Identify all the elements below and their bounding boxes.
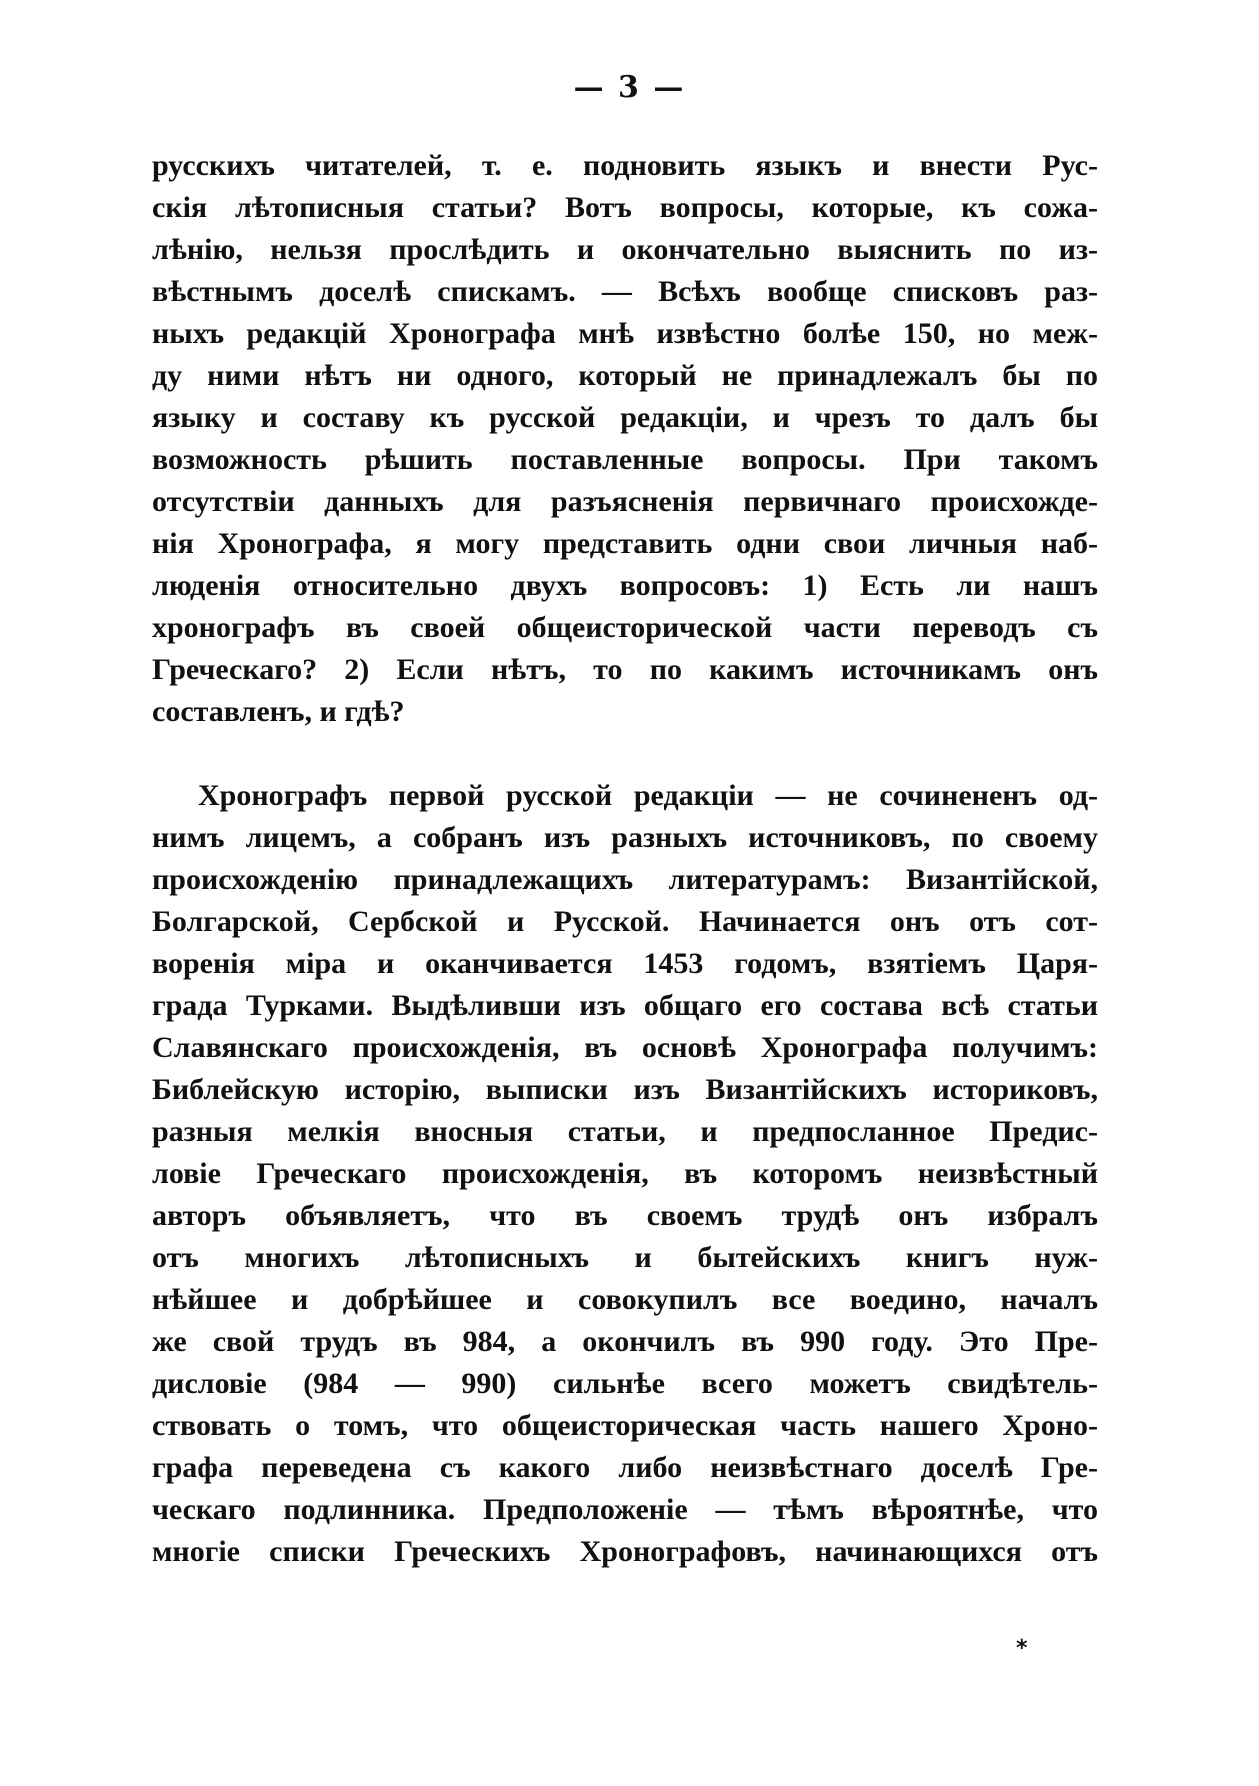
text-line: многіе списки Греческихъ Хронографовъ, начинающихся отъ bbox=[152, 1535, 1098, 1568]
paragraph-1 bbox=[152, 145, 1098, 733]
text-line: отсутствіи данныхъ для разъясненія первичнаго происхожде- bbox=[152, 485, 1098, 518]
text-line: Греческаго? 2) Если нѣтъ, то по какимъ источникамъ онъ bbox=[152, 653, 1098, 686]
text-line: Библейскую исторію, выписки изъ Византійскихъ историковъ, bbox=[152, 1073, 1098, 1106]
text-line: Болгарской, Сербской и Русской. Начинается онъ отъ сот- bbox=[152, 905, 1098, 938]
text-line: нѣйшее и добрѣйшее и совокупилъ все воедино, началъ bbox=[152, 1283, 1098, 1316]
text-line: люденія относительно двухъ вопросовъ: 1) Есть ли нашъ bbox=[152, 569, 1098, 602]
text-line: же свой трудъ въ 984, а окончилъ въ 990 году. Это Пре- bbox=[152, 1325, 1098, 1358]
text-line: ческаго подлинника. Предположеніе — тѣмъ вѣроятнѣе, что bbox=[152, 1493, 1098, 1526]
text-line: нія Хронографа, я могу представить одни свои личныя наб- bbox=[152, 527, 1098, 560]
text-line: авторъ объявляетъ, что въ своемъ трудѣ онъ избралъ bbox=[152, 1199, 1098, 1232]
text-line: ныхъ редакцій Хронографа мнѣ извѣстно болѣе 150, но меж- bbox=[152, 317, 1098, 350]
text-line: лѣнію, нельзя прослѣдить и окончательно выяснить по из- bbox=[152, 233, 1098, 266]
text-line: разныя мелкія вносныя статьи, и предпосланное Предис- bbox=[152, 1115, 1098, 1148]
text-line: составленъ, и гдѣ? bbox=[152, 695, 405, 728]
text-line: дисловіе (984 — 990) сильнѣе всего можетъ свидѣтель- bbox=[152, 1367, 1098, 1400]
text-line: происхожденію принадлежащихъ литературамъ: Византійской, bbox=[152, 863, 1098, 896]
text-line: хронографъ въ своей общеисторической части переводъ съ bbox=[152, 611, 1098, 644]
text-line: возможность рѣшить поставленные вопросы. При такомъ bbox=[152, 443, 1098, 476]
text-line: скія лѣтописныя статьи? Вотъ вопросы, которые, къ сожа- bbox=[152, 191, 1098, 224]
text-line: ствовать о томъ, что общеисторическая часть нашего Хроно- bbox=[152, 1409, 1098, 1442]
page-number: — 3 — bbox=[573, 70, 686, 105]
text-line: града Турками. Выдѣливши изъ общаго его состава всѣ статьи bbox=[152, 989, 1098, 1022]
text-line: Хронографъ первой русской редакціи — не сочинененъ од- bbox=[198, 779, 1098, 812]
printer-mark: * bbox=[1016, 1636, 1028, 1661]
text-line: графа переведена съ какого либо неизвѣстнаго доселѣ Гре- bbox=[152, 1451, 1098, 1484]
text-line: ду ними нѣтъ ни одного, который не принадлежалъ бы по bbox=[152, 359, 1098, 392]
text-line: вѣстнымъ доселѣ спискамъ. — Всѣхъ вообще списковъ раз- bbox=[152, 275, 1098, 308]
text-line: воренія міра и оканчивается 1453 годомъ, взятіемъ Царя- bbox=[152, 947, 1098, 980]
text-line: нимъ лицемъ, а собранъ изъ разныхъ источниковъ, по своему bbox=[152, 821, 1098, 854]
text-line: отъ многихъ лѣтописныхъ и бытейскихъ книгъ нуж- bbox=[152, 1241, 1098, 1274]
text-line: ловіе Греческаго происхожденія, въ которомъ неизвѣстный bbox=[152, 1157, 1098, 1190]
text-line: русскихъ читателей, т. е. подновить языкъ и внести Рус- bbox=[152, 149, 1098, 182]
text-line: языку и составу къ русской редакціи, и чрезъ то далъ бы bbox=[152, 401, 1098, 434]
text-line: Славянскаго происхожденія, въ основѣ Хронографа получимъ: bbox=[152, 1031, 1098, 1064]
paragraph-2 bbox=[152, 775, 1098, 1573]
